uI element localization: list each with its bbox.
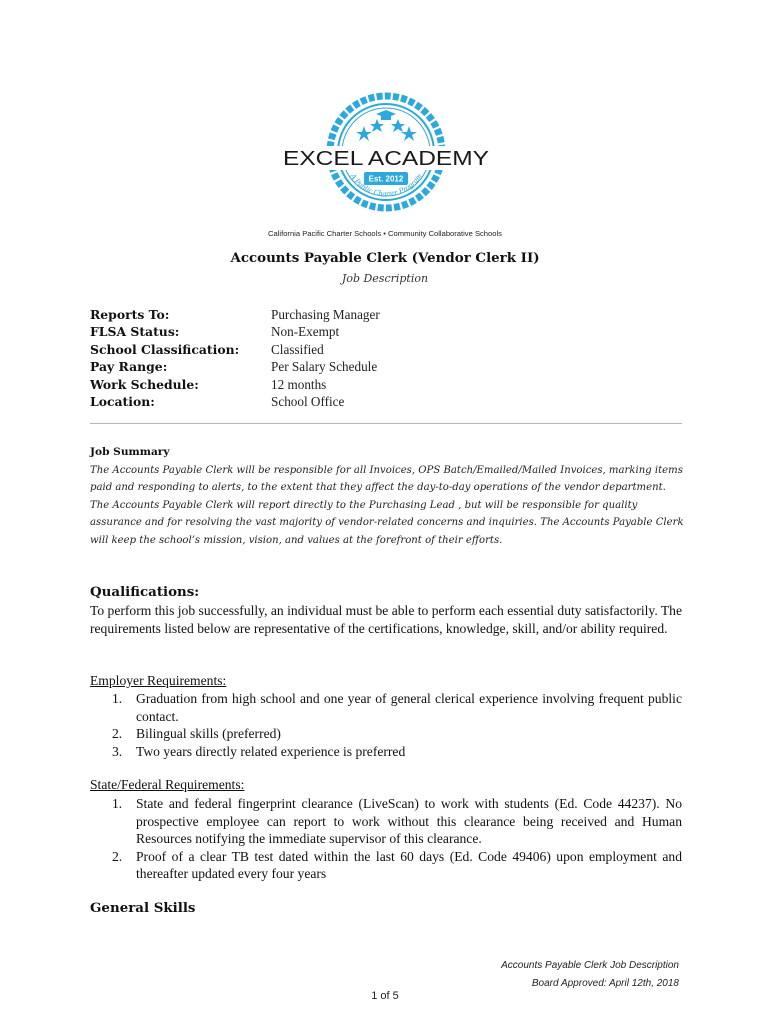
page-subtitle: Job Description [341, 272, 429, 285]
job-info-table [90, 306, 380, 410]
qualifications-text: To perform this job successfully, an individual must be able to perform each essential duty satisfactorily. The requirements listed below are representative of the certifications, knowledge, skill, and/or ability required. [90, 603, 682, 636]
info-label: Reports To: [90, 307, 170, 322]
list-text: State and federal fingerprint clearance (LiveScan) to work with students (Ed. Code 44237). No prospective employee can report to work without this clearance being received and Human Resources notifying the immediate supervisor of this clearance. [136, 796, 682, 846]
job-summary-text: The Accounts Payable Clerk will be responsible for all Invoices, OPS Batch/Emailed/Mailed Invoices, marking items paid and responding to alerts, to the extent that they affect the day-to-day operations of the vendor department. The Accounts Payable Clerk will report directly to the Purchasing Lead , but will be responsible for quality assurance and for resolving the vast majority of vendor-related concerns and inquiries. The Accounts Payable Clerk will keep the school’s mission, vision, and values at the forefront of their efforts. [90, 465, 684, 546]
logo-name: EXCEL ACADEMY [283, 148, 489, 170]
info-row-school-classification [90, 341, 380, 358]
list-text: Graduation from high school and one year of general clerical experience involving frequent public contact. [136, 691, 682, 724]
info-label: Work Schedule: [90, 376, 199, 392]
list-number: 3. [112, 743, 123, 759]
list-number: 1. [112, 691, 123, 706]
list-item [90, 690, 682, 725]
info-label: FLSA Status: [90, 324, 180, 340]
info-value: Purchasing Manager [271, 307, 380, 322]
info-label: Pay Range: [90, 359, 168, 375]
tagline: California Pacific Charter Schools • Community Collaborative Schools [268, 229, 502, 238]
state-federal-requirements-heading: State/Federal Requirements: [90, 777, 245, 792]
info-row-flsa-status [90, 323, 380, 340]
qualifications-heading: Qualifications: [90, 584, 200, 600]
page-number: 1 of 5 [371, 990, 399, 1002]
page-footer [501, 957, 679, 993]
info-value: School Office [271, 393, 345, 409]
list-text: Bilingual skills (preferred) [136, 726, 281, 741]
info-row-work-schedule [90, 376, 380, 393]
employer-requirements-heading: Employer Requirements: [90, 673, 227, 688]
list-text: Proof of a clear TB test dated within the last 60 days (Ed. Code 49406) upon employment and thereafter updated every four years [136, 848, 682, 881]
info-value: 12 months [271, 376, 327, 392]
info-row-reports-to [90, 306, 380, 323]
list-item [90, 848, 682, 883]
footer-doc-title: Accounts Payable Clerk Job Description [501, 960, 679, 971]
est-label: Est. 2012 [368, 174, 404, 184]
list-number: 1. [112, 796, 123, 811]
list-item [90, 795, 682, 848]
job-summary-heading: Job Summary [90, 446, 170, 458]
info-row-location [90, 393, 380, 410]
info-label: School Classification: [90, 341, 240, 357]
ring-text: A Public Charter Program [348, 171, 424, 199]
excel-academy-logo [278, 80, 494, 230]
list-number: 2. [112, 848, 123, 864]
info-value: Classified [271, 341, 324, 357]
info-value: Per Salary Schedule [271, 359, 378, 375]
list-item [90, 743, 682, 761]
info-value: Non-Exempt [271, 324, 340, 340]
footer-approval-date: Board Approved: April 12th, 2018 [531, 978, 679, 989]
employer-requirements-list [90, 690, 682, 760]
info-label: Location: [90, 393, 155, 409]
page-title: Accounts Payable Clerk (Vendor Clerk II) [230, 250, 540, 266]
list-item [90, 725, 682, 743]
list-text: Two years directly related experience is preferred [136, 743, 406, 759]
section-divider [90, 423, 682, 424]
general-skills-heading: General Skills [90, 900, 196, 916]
list-number: 2. [112, 726, 123, 741]
state-federal-requirements-list [90, 795, 682, 883]
info-row-pay-range [90, 358, 380, 375]
